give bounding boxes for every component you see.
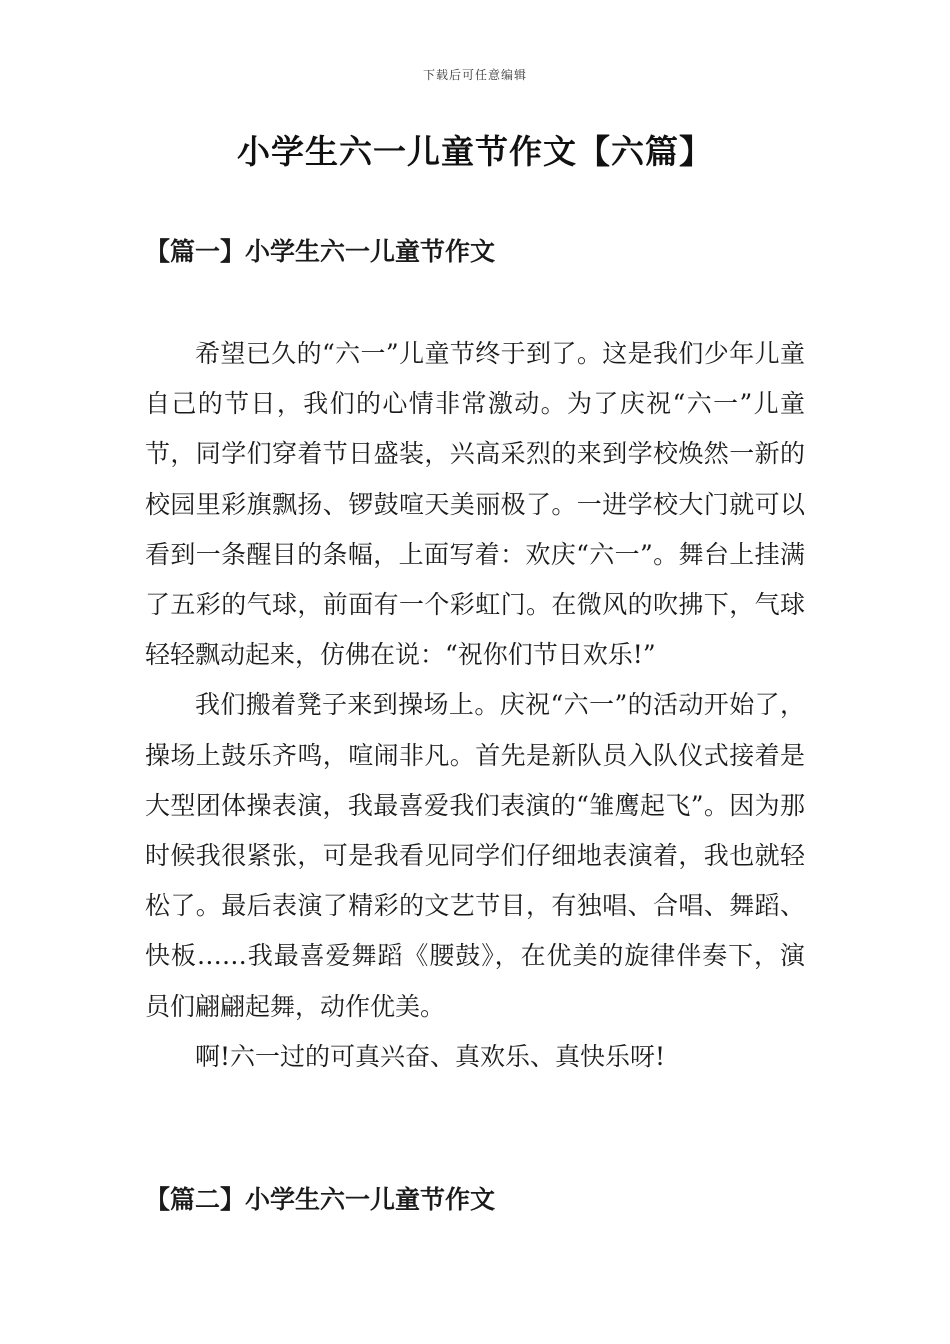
section-heading-1: 【篇一】小学生六一儿童节作文 (145, 237, 496, 266)
page-header-note: 下载后可任意编辑 (422, 68, 527, 82)
paragraph-1: 希望已久的“六一”儿童节终于到了。这是我们少年儿童自己的节日，我们的心情非常激动。为了庆祝“六一”儿童节，同学们穿着节日盛装，兴高采烈的来到学校焕然一新的校园里彩旗飘扬、锣鼓喧天美丽极了。一进学校大门就可以看到一条醒目的条幅，上面写着：欢庆“六一”。舞台上挂满了五彩的气球，前面有一个彩虹门。在微风的吹拂下，气球轻轻飘动起来，仿佛在说：“祝你们节日欢乐!” (145, 339, 805, 670)
paragraph-3: 啊!六一过的可真兴奋、真欢乐、真快乐呀! (195, 1041, 666, 1071)
document-title: 小学生六一儿童节作文【六篇】 (237, 132, 713, 171)
paragraph-2: 我们搬着凳子来到操场上。庆祝“六一”的活动开始了，操场上鼓乐齐鸣，喧闹非凡。首先是新队员入队仪式接着是大型团体操表演，我最喜爱我们表演的“雏鹰起飞”。因为那时候我很紧张，可是我看见同学们仔细地表演着，我也就轻松了。最后表演了精彩的文艺节目，有独唱、合唱、舞蹈、快板……我最喜爱舞蹈《腰鼓》，在优美的旋律伴奏下，演员们翩翩起舞，动作优美。 (145, 690, 805, 1021)
section-1-body (145, 329, 805, 1082)
section-heading-2: 【篇二】小学生六一儿童节作文 (145, 1185, 496, 1214)
